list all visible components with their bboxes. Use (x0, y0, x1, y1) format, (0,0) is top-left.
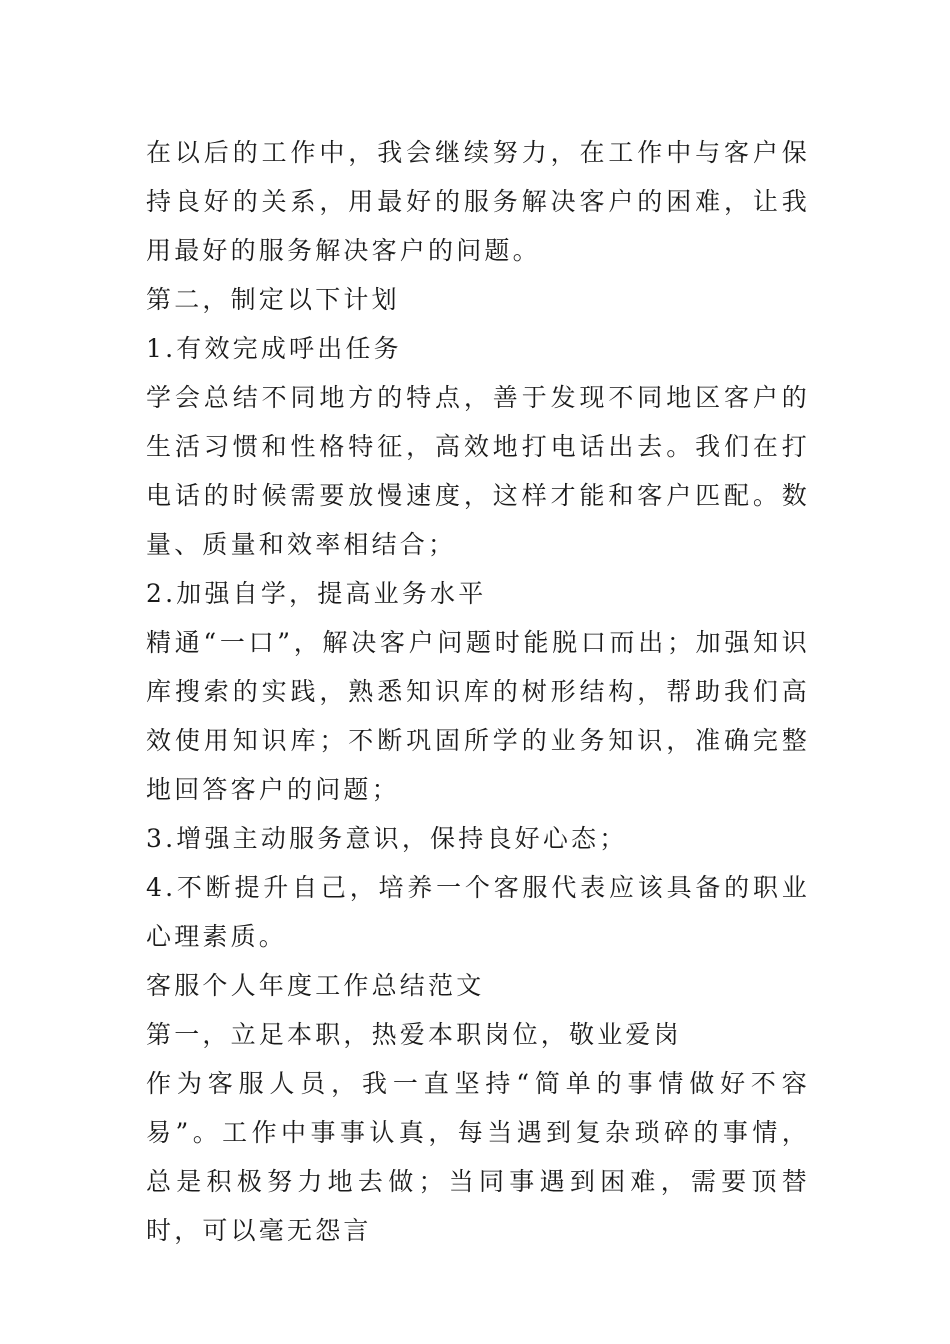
section-heading-first: 第一，立足本职，热爱本职岗位，敬业爱岗 (146, 1020, 682, 1049)
article-title: 客服个人年度工作总结范文 (146, 971, 485, 1000)
plan-item-1-body: 学会总结不同地方的特点，善于发现不同地区客户的生活习惯和性格特征，高效地打电话出去。我们在打电话的时候需要放慢速度，这样才能和客户匹配。数量、质量和效率相结合； (146, 383, 810, 559)
section-heading-plan: 第二，制定以下计划 (146, 285, 400, 314)
plan-item-3-heading: 3.增强主动服务意识，保持良好心态； (146, 824, 628, 853)
paragraph-first-body: 作为客服人员，我一直坚持“简单的事情做好不容易”。工作中事事认真，每当遇到复杂琐碎的事情，总是积极努力地去做；当同事遇到困难，需要顶替时，可以毫无怨言 (146, 1069, 810, 1245)
document-body (146, 128, 810, 1255)
paragraph-continuation: 在以后的工作中，我会继续努力，在工作中与客户保持良好的关系，用最好的服务解决客户的困难，让我用最好的服务解决客户的问题。 (146, 138, 810, 265)
plan-item-2-heading: 2.加强自学，提高业务水平 (146, 579, 487, 608)
plan-item-2-body: 精通“一口”，解决客户问题时能脱口而出；加强知识库搜索的实践，熟悉知识库的树形结构，帮助我们高效使用知识库；不断巩固所学的业务知识，准确完整地回答客户的问题； (146, 628, 810, 804)
plan-item-1-heading: 1.有效完成呼出任务 (146, 334, 402, 363)
plan-item-4-paragraph: 4.不断提升自己，培养一个客服代表应该具备的职业心理素质。 (146, 873, 810, 951)
